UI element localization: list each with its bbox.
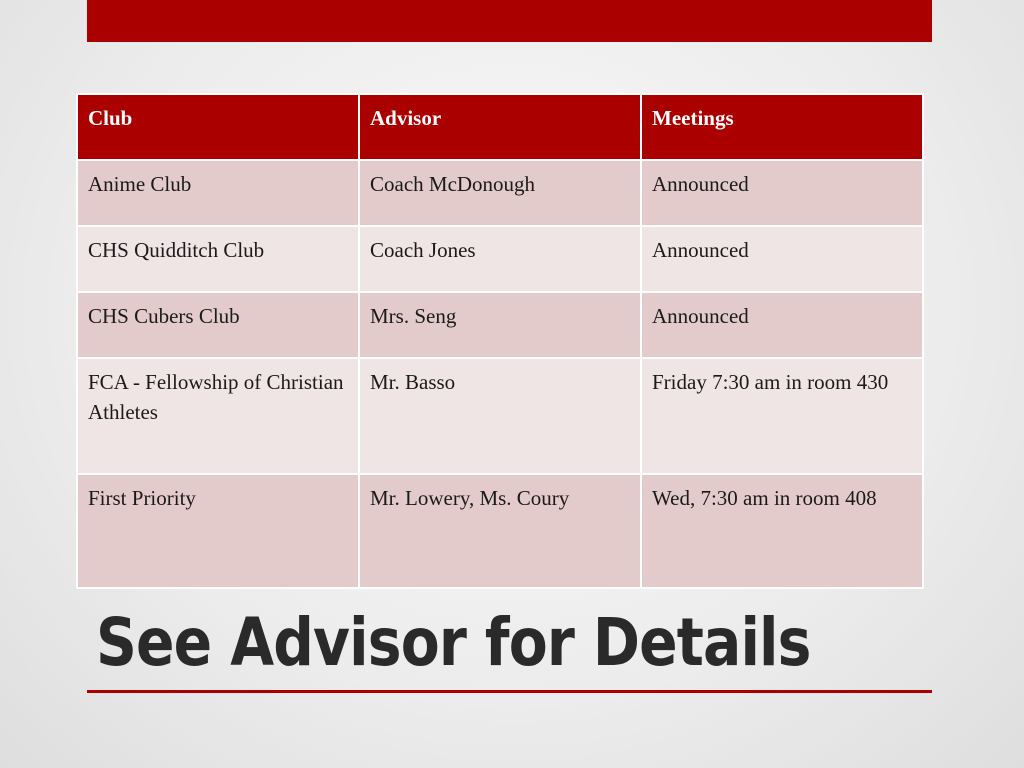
slide-title: See Advisor for Details	[96, 604, 811, 681]
cell-advisor: Mrs. Seng	[359, 292, 641, 358]
table-header-row	[77, 94, 923, 160]
header-club: Club	[77, 94, 359, 160]
clubs-table	[76, 93, 924, 589]
table-row	[77, 292, 923, 358]
cell-club: CHS Cubers Club	[77, 292, 359, 358]
cell-advisor: Mr. Basso	[359, 358, 641, 474]
table-row	[77, 160, 923, 226]
table-row	[77, 358, 923, 474]
table-row	[77, 226, 923, 292]
cell-club: FCA - Fellowship of Christian Athletes	[77, 358, 359, 474]
cell-club: First Priority	[77, 474, 359, 588]
cell-meetings: Wed, 7:30 am in room 408	[641, 474, 923, 588]
top-accent-bar	[87, 0, 932, 42]
cell-advisor: Coach McDonough	[359, 160, 641, 226]
cell-advisor: Mr. Lowery, Ms. Coury	[359, 474, 641, 588]
header-meetings: Meetings	[641, 94, 923, 160]
cell-meetings: Announced	[641, 292, 923, 358]
cell-meetings: Announced	[641, 160, 923, 226]
cell-meetings: Friday 7:30 am in room 430	[641, 358, 923, 474]
cell-club: Anime Club	[77, 160, 359, 226]
cell-advisor: Coach Jones	[359, 226, 641, 292]
title-underline-rule	[87, 690, 932, 693]
cell-club: CHS Quidditch Club	[77, 226, 359, 292]
header-advisor: Advisor	[359, 94, 641, 160]
table-row	[77, 474, 923, 588]
cell-meetings: Announced	[641, 226, 923, 292]
